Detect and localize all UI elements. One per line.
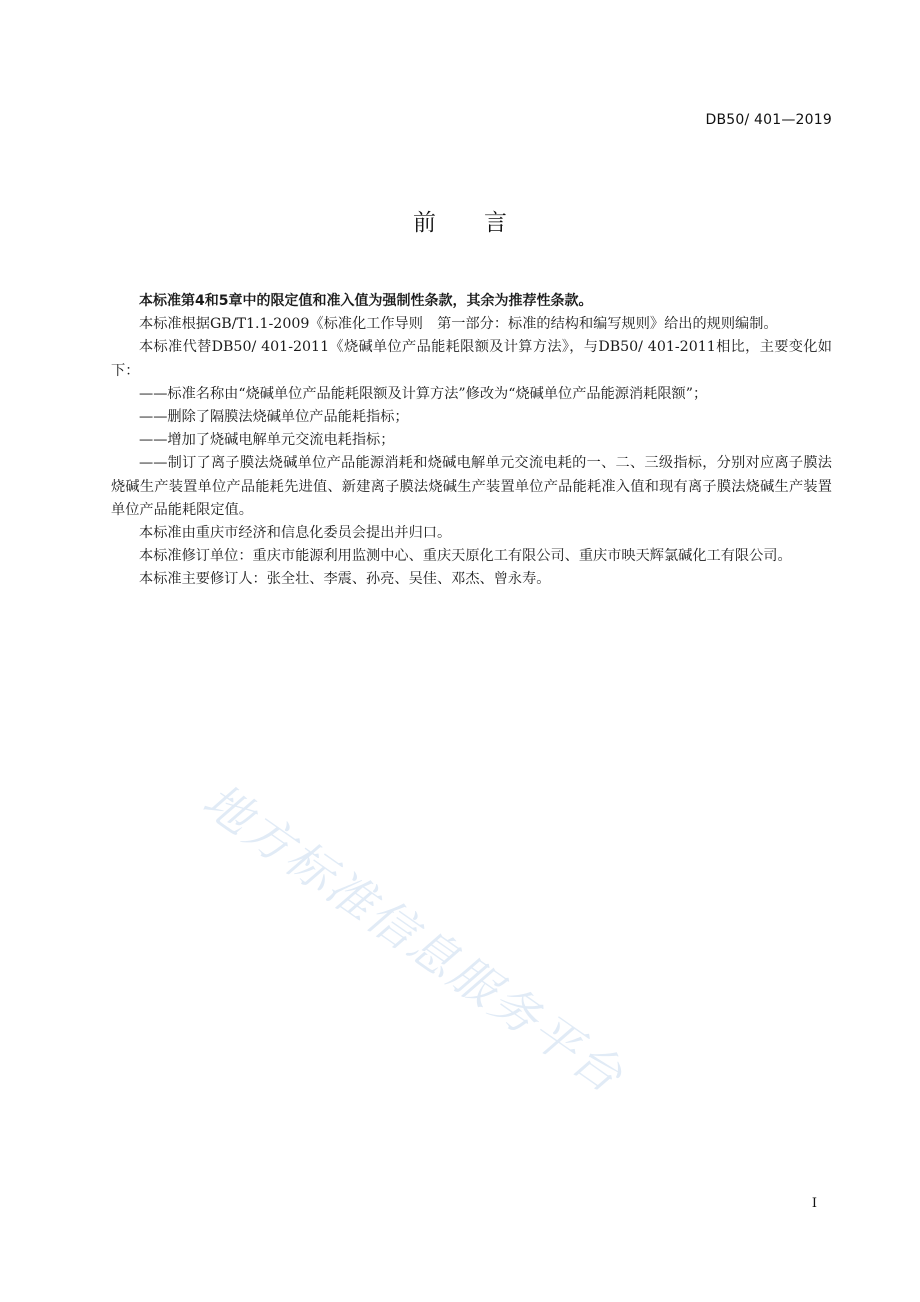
- paragraph-change-name: ——标准名称由“烧碱单位产品能耗限额及计算方法”修改为“烧碱单位产品能源消耗限额”；: [139, 385, 708, 402]
- paragraph-change-added: ——增加了烧碱电解单元交流电耗指标；: [139, 432, 395, 449]
- paragraph-change-removed: ——删除了隔膜法烧碱单位产品能耗指标；: [139, 409, 409, 426]
- page-title: 前言: [413, 210, 555, 236]
- paragraph-replaces-standard: 本标准代替DB50/ 401-2011《烧碱单位产品能耗限额及计算方法》，与DB50/ 401-2011相比，主要变化如下：: [111, 339, 832, 379]
- watermark: 地方标准信息服务平台: [192, 773, 634, 1106]
- paragraph-revising-units: 本标准修订单位：重庆市能源利用监测中心、重庆天原化工有限公司、重庆市映天辉氯碱化工有限公司。: [139, 548, 792, 565]
- document-code: DB50/ 401—2019: [705, 112, 832, 128]
- page-number: I: [811, 1196, 817, 1211]
- preface-body: [111, 290, 832, 592]
- paragraph-change-indicators: ——制订了离子膜法烧碱单位产品能源消耗和烧碱电解单元交流电耗的一、二、三级指标，分别对应离子膜法烧碱生产装置单位产品能耗先进值、新建离子膜法烧碱生产装置单位产品能耗准入值和现有离子膜法烧碱生产装置单位产品能耗限定值。: [111, 455, 832, 518]
- paragraph-proposed-by: 本标准由重庆市经济和信息化委员会提出并归口。: [139, 525, 452, 542]
- paragraph-mandatory-clauses: 本标准第4和5章中的限定值和准入值为强制性条款，其余为推荐性条款。: [139, 293, 593, 309]
- paragraph-revisers: 本标准主要修订人：张全壮、李震、孙亮、吴佳、邓杰、曾永寿。: [139, 571, 551, 588]
- paragraph-drafting-rules: 本标准根据GB/T1.1-2009《标准化工作导则 第一部分：标准的结构和编写规则》给出的规则编制。: [139, 316, 778, 333]
